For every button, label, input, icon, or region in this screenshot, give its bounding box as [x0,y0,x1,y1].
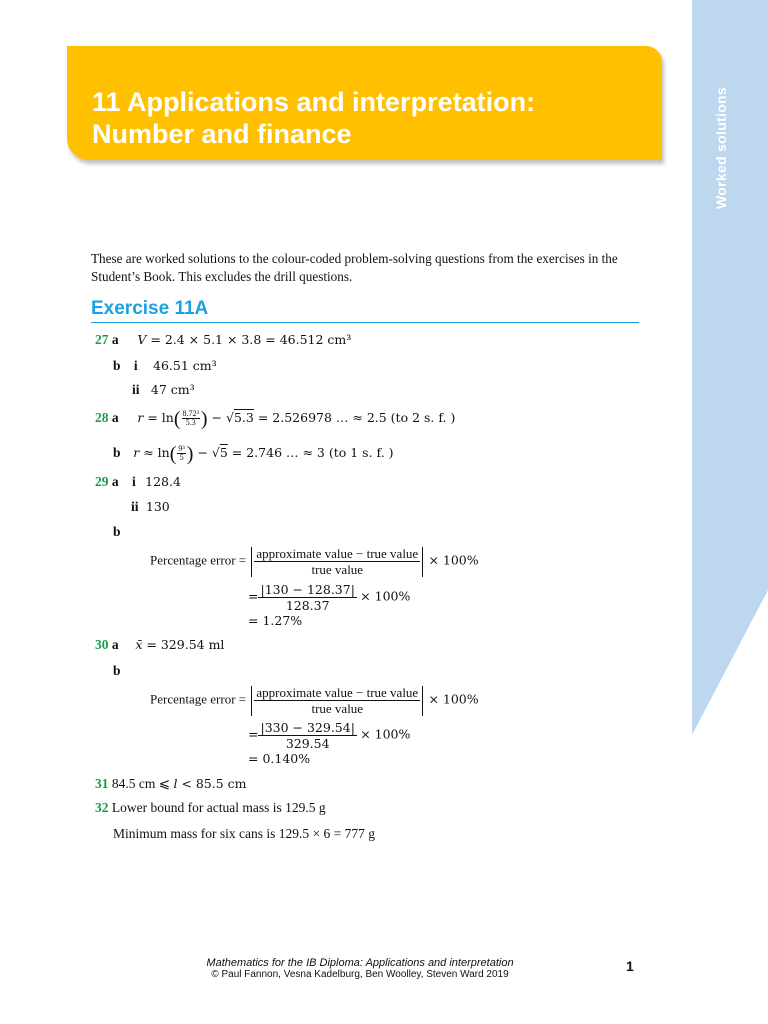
page-number: 1 [626,958,634,974]
q30-percentage-error-line2: = $\frac{|330 - 329.54|}{329.54}$ × 100% [248,720,411,751]
q30-percentage-error-line1: Percentage error = $\frac{\text{approximate value − true value}}{\text{true value}}$ × 100% [150,685,479,716]
exercise-heading: Exercise 11A [91,298,639,323]
q29-a-ii: ii 130 [131,499,170,514]
q28-a: 28 a r = ln( $\frac{\text{8.72³}}{5.3}$ ) − √5.3 = 2.526978 … ≈ 2.5 (to 2 s. f. ) [95,407,456,430]
q27-b-i: b i 46.51 cm³ [113,358,217,373]
side-label: Worked solutions [713,87,729,209]
q27-a: 27 a V = 2.4 × 5.1 × 3.8 = 46.512 cm³ [95,332,352,347]
q28-b: b r ≈ ln( $\frac{\text{9³}}{5}$ ) − √5 = 2.746 … ≈ 3 (to 1 s. f. ) [113,442,394,465]
footer [100,957,620,981]
q32-line2: Minimum mass for six cans is 129.5 × 6 = 777 g [113,826,375,841]
q29-percentage-error-line3: = 1.27% [248,613,303,628]
q29-a-i: 29 a i 128.4 [95,474,181,489]
footer-book-title: Mathematics for the IB Diploma: Applications and interpretation [206,957,514,969]
q30-a: 30 a x̄ = 329.54 ml [95,637,225,652]
q29-percentage-error-line2: = $\frac{|130 - 128.37|}{128.37}$ × 100% [248,582,411,613]
q30-b: b [113,663,121,678]
intro-paragraph: These are worked solutions to the colour-coded problem-solving questions from the exercises in the Student’s Book. This excludes the drill questions. [91,251,618,284]
chapter-banner [67,46,662,160]
q30-percentage-error-line3: = 0.140% [248,751,311,766]
q29-b: b [113,524,121,539]
chapter-title: 11 Applications and interpretation: Number and finance [92,87,536,149]
q32-line1: 32 Lower bound for actual mass is 129.5 g [95,800,326,815]
q29-percentage-error-line1: Percentage error = $\frac{\text{approximate value − true value}}{\text{true value}}$ × 100% [150,546,479,577]
footer-copyright: © Paul Fannon, Vesna Kadelburg, Ben Woolley, Steven Ward 2019 [211,969,509,980]
q27-b-ii: ii 47 cm³ [132,382,195,397]
q31: 31 84.5 cm ⩽ l < 85.5 cm [95,776,247,791]
